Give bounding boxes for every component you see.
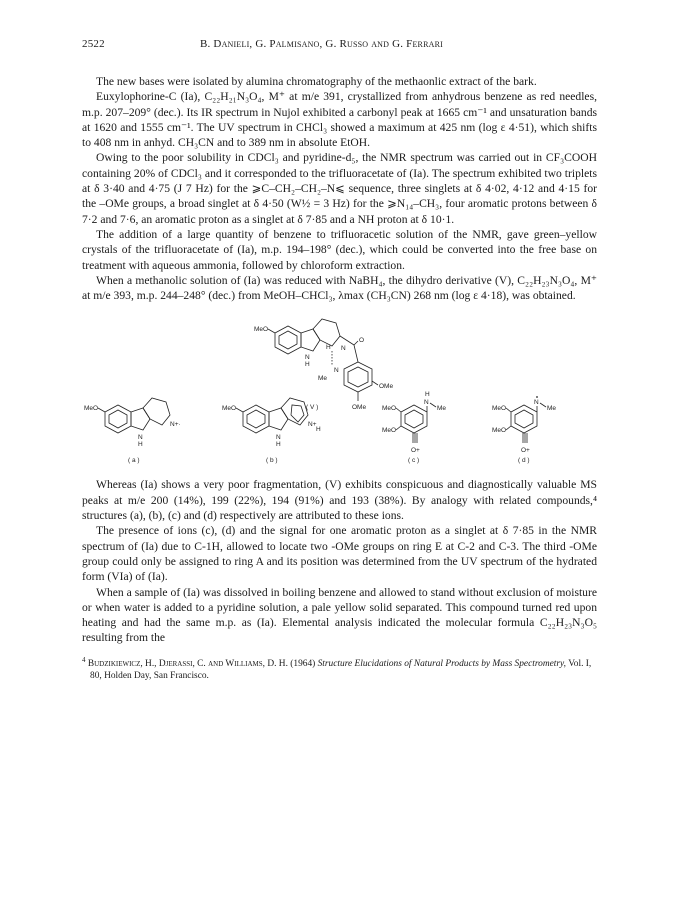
journal-page	[82, 38, 597, 682]
caption-a: ( a )	[128, 457, 140, 465]
structure-a	[84, 398, 181, 464]
structure-d-meo-label: MeO	[492, 405, 507, 413]
structure-c-meo2-label: MeO	[382, 427, 397, 435]
structure-d-oplus-label: O+	[521, 447, 530, 455]
paragraph: The presence of ions (c), (d) and the signal for one aromatic proton as a singlet at δ 7·85 in the NMR spectrum of (Ia) due to C-1H, allowed to locate two -OMe groups on ring E at C-2 and C-3. The third -OMe group could only be assigned to ring A and its position was determined from the UV spectrum of the hydrated form (VIa) of (Ia).	[82, 524, 597, 584]
structure-v-n2-label: N	[341, 345, 346, 353]
paragraph: Euxylophorine-C (Ia), C₂₂H₂₁N₃O₄, M⁺ at m/e 391, crystallized from anhydrous benzene as red needles, m.p. 207–209° (dec.). Its IR spectrum in Nujol exhibited a carbonyl peak at 1665 cm⁻¹ and unsaturation bands at 1620 and 1555 cm⁻¹. The UV spectrum in CHCl₃ showed a maximum at 425 nm (log ε 4·51), which shifts to 408 nm in anhyd. CH₃CN and to 389 nm in absolute EtOH.	[82, 90, 597, 150]
page-number: 2522	[82, 38, 105, 50]
structure-v-me-label: Me	[318, 375, 328, 383]
structure-d	[492, 397, 556, 465]
structure-a-n-label: N	[138, 434, 143, 442]
paragraph: The addition of a large quantity of benzene to trifluoracetic solution of the NMR, gave green–yellow crystals of the trifluoracetate of (Ia), m.p. 194–198° (dec.), which could be converted into the free base on treatment with aqueous ammonia, followed by chloroform extraction.	[82, 227, 597, 272]
footnote-details: Vol. I, 80, Holden Day, San Francisco.	[90, 658, 592, 681]
footnote-title: Structure Elucidations of Natural Products by Mass Spectrometry,	[317, 658, 567, 669]
structure-a-h-label: H	[138, 441, 143, 449]
caption-b: ( b )	[266, 457, 278, 465]
footnote-year: (1964)	[290, 658, 316, 669]
caption-v: ( V )	[306, 404, 319, 412]
structure-c-h-label: H	[425, 391, 430, 399]
structure-c-oplus-label: O+	[411, 447, 420, 455]
structure-b-h-label: H	[276, 441, 281, 449]
structure-c-meo-label: MeO	[382, 405, 397, 413]
structure-v-o-label: O	[359, 337, 365, 345]
running-head: B. Danieli, G. Palmisano, G. Russo and G. Ferrari	[200, 38, 443, 50]
structure-v-n-label: N	[305, 354, 310, 362]
chemical-structures-figure	[82, 309, 597, 469]
structure-d-n-label: N	[534, 399, 539, 407]
footnote	[82, 654, 597, 682]
structure-c-n-label: N	[424, 399, 429, 407]
structures-svg	[82, 309, 597, 469]
structure-b-n-label: N	[276, 434, 281, 442]
structure-v-ome-label: OMe	[379, 383, 394, 391]
footnote-marker: 4	[82, 655, 86, 664]
paragraph: Whereas (Ia) shows a very poor fragmentation, (V) exhibits conspicuous and diagnostically valuable MS peaks at m/e 200 (14%), 199 (22%), 194 (91%) and 193 (38%). By analogy with related compounds,⁴ structures (a), (b), (c) and (d) respectively are attributed to these ions.	[82, 478, 597, 523]
structure-a-meo-label: MeO	[84, 405, 99, 413]
structure-d-meo2-label: MeO	[492, 427, 507, 435]
structure-d-me-label: Me	[547, 405, 557, 413]
structure-c	[382, 391, 446, 464]
caption-d: ( d )	[518, 457, 530, 465]
structure-b-meo-label: MeO	[222, 405, 237, 413]
body-text-bottom	[82, 477, 597, 645]
page-header	[82, 38, 597, 56]
paragraph: When a methanolic solution of (Ia) was reduced with NaBH₄, the dihydro derivative (V), C₂₂H₂₃N₃O₄, M⁺ at m/e 393, m.p. 244–248° (dec.) from MeOH–CHCl₃, λmax (CH₃CN) 268 nm (log ε 4·18), was obtained.	[82, 273, 597, 303]
structure-v-ome2-label: OMe	[352, 404, 367, 412]
structure-v-h-label: H	[305, 361, 310, 369]
structure-v	[254, 319, 393, 411]
paragraph: Owing to the poor solubility in CDCl₃ and pyridine-d₅, the NMR spectrum was carried out in CF₃COOH containing 20% of CDCl₃ and it corresponded to the trifluoracetate of (Ia). The spectrum exhibited two triplets at δ 3·40 and 4·75 (J 7 Hz) for the ⩾C–CH₂–CH₂–N⩽ sequence, three singlets at δ 4·02, 4·12 and 4·15 for the –OMe groups, a broad singlet at δ 4·50 (W½ = 3 Hz) for the ⩾N₁₄–CH₃, four aromatic protons between δ 7·2 and 7·6, an aromatic proton as a singlet at δ 7·85 and a NH proton at δ 10·1.	[82, 151, 597, 226]
structure-a-nplus-label: N+·	[170, 421, 181, 429]
structure-c-me-label: Me	[437, 405, 447, 413]
caption-c: ( c )	[408, 457, 420, 465]
structure-v-meo-label: MeO	[254, 326, 269, 334]
structure-v-n3-label: N	[334, 367, 339, 375]
paragraph: The new bases were isolated by alumina chromatography of the methaonlic extract of the bark.	[96, 75, 537, 88]
paragraph: When a sample of (Ia) was dissolved in boiling benzene and allowed to stand without exclusion of moisture or when water is added to a pyridine solution, a pale yellow solid separated. This compound turned red upon heating and had the same m.p. as (Ia). Elemental analysis indicated the molecular formula C₂₂H₂₃N₃O₅ resulting from the	[82, 585, 597, 645]
structure-v-h2-label: H	[326, 344, 331, 352]
footnote-authors: Budzikiewicz, H., Djerassi, C. and Williams, D. H.	[87, 658, 288, 669]
body-text-top	[82, 74, 597, 303]
structure-b-nplus-label: N+	[308, 421, 317, 429]
structure-b-h2-label: H	[316, 426, 321, 434]
structure-b	[222, 398, 321, 464]
